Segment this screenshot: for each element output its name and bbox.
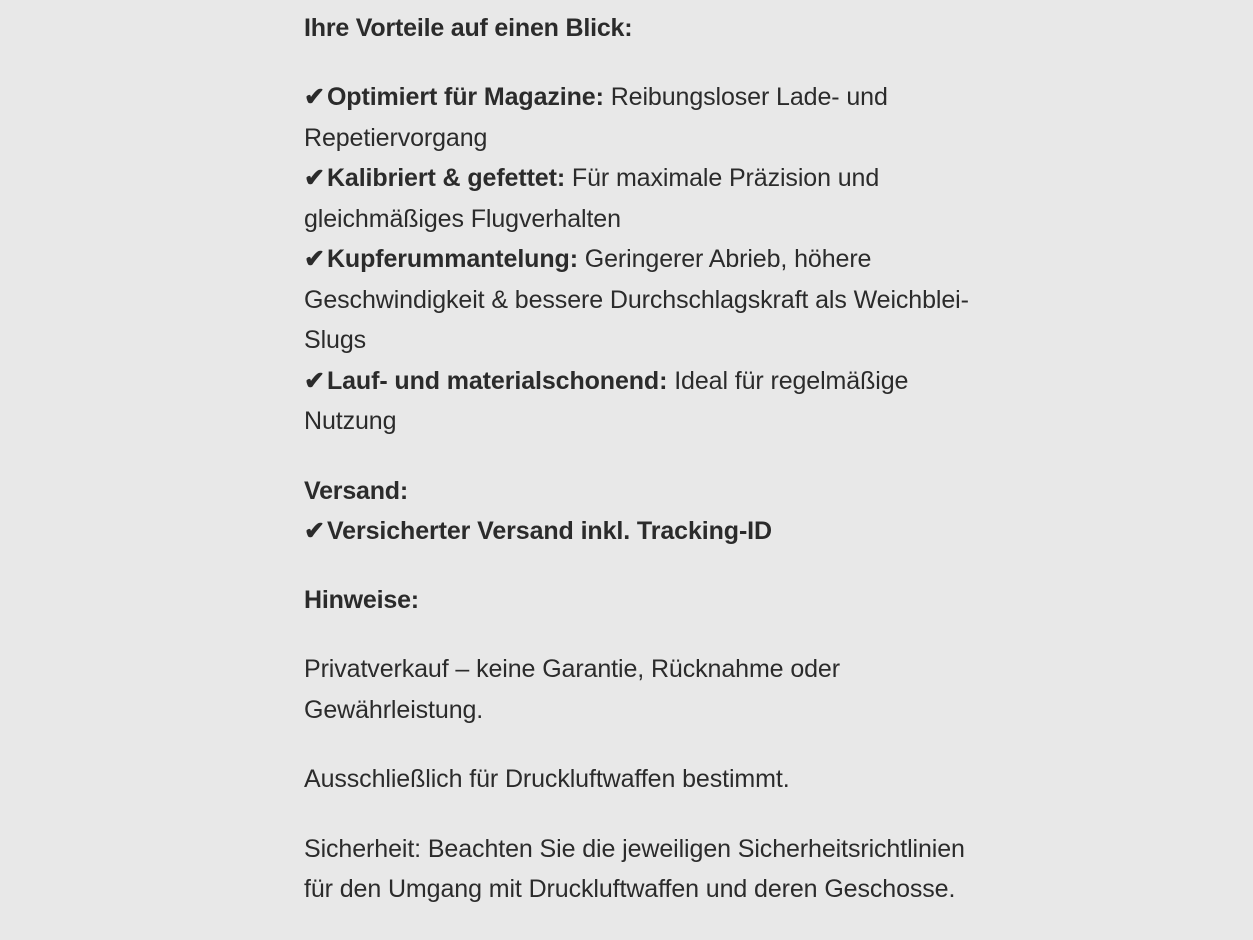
top-spacer	[304, 0, 984, 8]
benefit-lead: Optimiert für Magazine:	[326, 83, 604, 111]
note-paragraph: Sicherheit: Beachten Sie die jeweiligen Sicherheitsrichtlinien für den Umgang mit Druckluftwaffen und deren Geschosse.	[304, 834, 965, 903]
list-item	[304, 361, 984, 442]
benefit-text: Geringerer Abrieb, höhere Geschwindigkeit & bessere Durchschlagskraft als Weichblei-Slugs	[304, 245, 969, 354]
check-icon: ✔	[304, 164, 325, 192]
listing-description	[304, 0, 984, 910]
list-item	[304, 77, 984, 158]
spacer-between-notes-1	[304, 730, 984, 759]
spacer-before-notes	[304, 551, 984, 580]
list-item	[304, 239, 984, 361]
check-icon: ✔	[304, 245, 325, 273]
benefit-text: Reibungsloser Lade- und Repetiervorgang	[304, 83, 888, 152]
benefit-lead: Lauf- und materialschonend:	[326, 366, 668, 395]
check-icon: ✔	[304, 83, 325, 111]
spacer-after-notes-heading	[304, 620, 984, 649]
benefits-heading: Ihre Vorteile auf einen Blick:	[304, 14, 633, 42]
check-icon: ✔	[304, 366, 325, 395]
benefit-lead: Kupferummantelung:	[326, 245, 578, 273]
check-icon: ✔	[304, 516, 325, 545]
spacer-before-shipping	[304, 442, 984, 471]
notes-heading: Hinweise:	[304, 586, 419, 614]
benefit-lead: Kalibriert & gefettet:	[326, 164, 566, 192]
benefit-text: Ideal für regelmäßige Nutzung	[304, 366, 909, 435]
spacer-between-notes-2	[304, 800, 984, 829]
benefits-list	[304, 77, 984, 442]
note-paragraph: Privatverkauf – keine Garantie, Rücknahme oder Gewährleistung.	[304, 655, 840, 724]
shipping-item	[304, 511, 984, 552]
shipping-heading: Versand:	[304, 476, 409, 505]
benefit-text: Für maximale Präzision und gleichmäßiges Flugverhalten	[304, 164, 880, 233]
spacer-after-benefits-heading	[304, 48, 984, 77]
shipping-item-label: Versicherter Versand inkl. Tracking-ID	[326, 516, 772, 545]
list-item	[304, 158, 984, 239]
note-paragraph: Ausschließlich für Druckluftwaffen bestimmt.	[304, 765, 790, 793]
